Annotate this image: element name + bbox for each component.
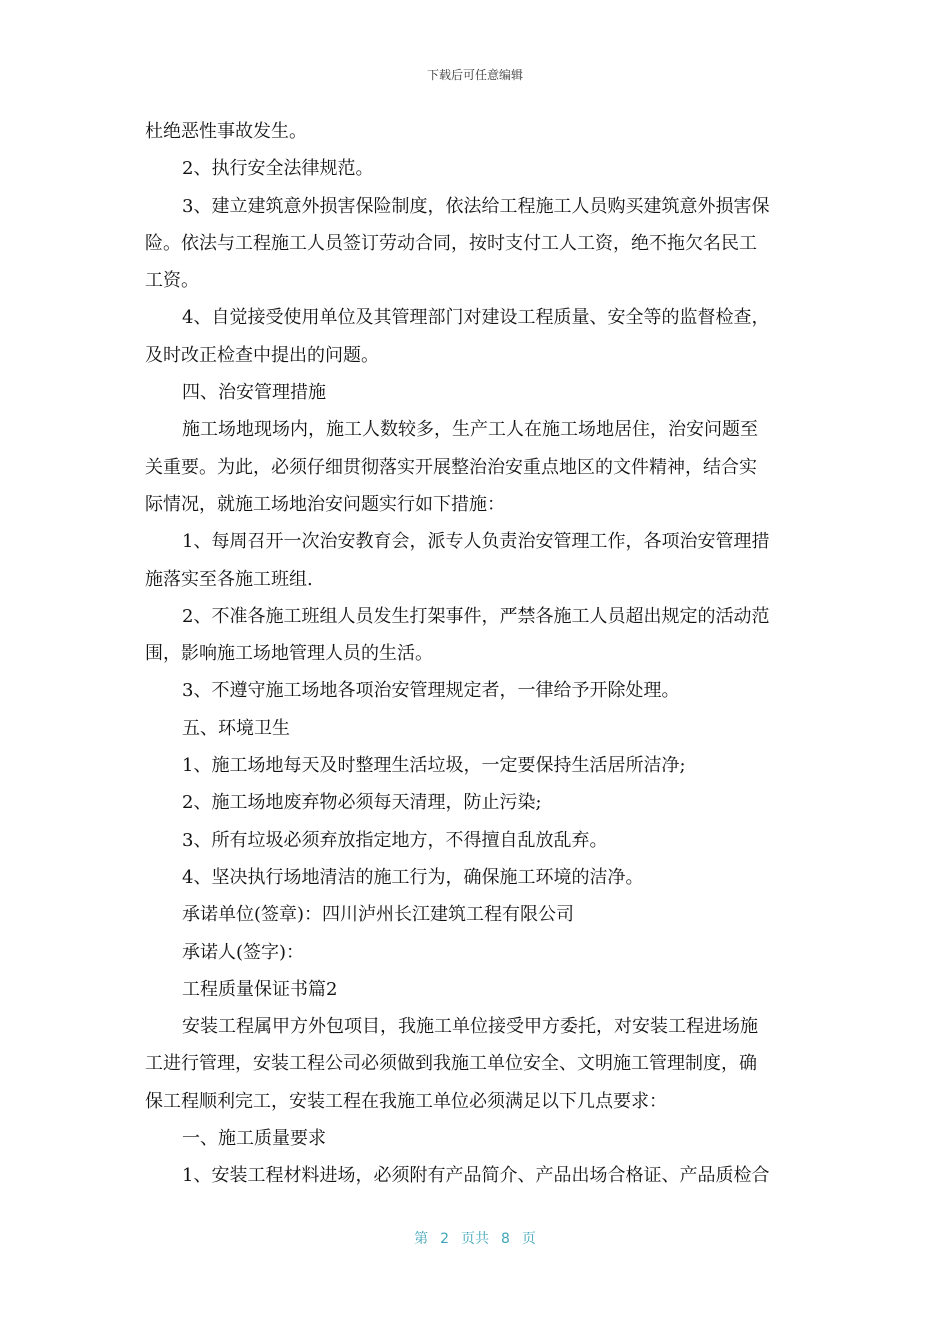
text-line: 承诺单位(签章)：四川泸州长江建筑工程有限公司 <box>182 904 575 926</box>
text-line: 3、所有垃圾必须弃放指定地方，不得擅自乱放乱弃。 <box>182 829 608 851</box>
text-line: 一、施工质量要求 <box>182 1128 326 1150</box>
text-line: 施落实至各施工班组. <box>145 568 313 590</box>
text-line: 安装工程属甲方外包项目，我施工单位接受甲方委托，对安装工程进场施 <box>182 1016 758 1038</box>
footer-ye: 页 <box>521 1231 536 1247</box>
text-line: 2、施工场地废弃物必须每天清理，防止污染; <box>182 792 542 814</box>
text-line: 关重要。为此，必须仔细贯彻落实开展整治治安重点地区的文件精神，结合实 <box>145 456 757 478</box>
text-line: 3、建立建筑意外损害保险制度，依法给工程施工人员购买建筑意外损害保 <box>182 195 770 217</box>
text-line: 保工程顺利完工，安装工程在我施工单位必须满足以下几点要求： <box>145 1090 667 1112</box>
text-line: 杜绝恶性事故发生。 <box>145 121 307 142</box>
text-line: 工程质量保证书篇2 <box>182 978 338 1000</box>
text-line: 4、坚决执行场地清洁的施工行为，确保施工环境的洁净。 <box>182 866 644 888</box>
text-line: 1、每周召开一次治安教育会，派专人负责治安管理工作，各项治安管理措 <box>182 531 770 553</box>
text-line: 四、治安管理措施 <box>182 382 326 404</box>
page-footer <box>0 1228 950 1248</box>
document-body <box>145 113 805 1195</box>
text-line: 4、自觉接受使用单位及其管理部门对建设工程质量、安全等的监督检查， <box>182 307 770 329</box>
text-line: 1、施工场地每天及时整理生活垃圾，一定要保持生活居所洁净; <box>182 755 686 777</box>
text-line: 1、安装工程材料进场，必须附有产品简介、产品出场合格证、产品质检合 <box>182 1165 770 1187</box>
text-line: 承诺人(签字)： <box>182 941 305 963</box>
text-line: 2、不准各施工班组人员发生打架事件，严禁各施工人员超出规定的活动范 <box>182 605 770 627</box>
text-line: 3、不遵守施工场地各项治安管理规定者，一律给予开除处理。 <box>182 680 680 702</box>
footer-total-pages: 8 <box>501 1231 510 1247</box>
text-line: 工进行管理，安装工程公司必须做到我施工单位安全、文明施工管理制度，确 <box>145 1053 757 1075</box>
text-line: 五、环境卫生 <box>182 717 290 739</box>
text-line: 工资。 <box>145 270 199 292</box>
text-line: 施工场地现场内，施工人数较多，生产工人在施工场地居住，治安问题至 <box>182 419 758 441</box>
page-header: 下载后可任意编辑 <box>426 68 523 82</box>
footer-ye-gong: 页共 <box>461 1231 489 1247</box>
text-line: 2、执行安全法律规范。 <box>182 158 374 180</box>
text-line: 及时改正检查中提出的问题。 <box>145 344 379 366</box>
text-line: 围，影响施工场地管理人员的生活。 <box>145 643 433 665</box>
text-line: 险。依法与工程施工人员签订劳动合同，按时支付工人工资，绝不拖欠名民工 <box>145 232 757 254</box>
footer-di: 第 <box>414 1231 429 1247</box>
footer-page-number: 2 <box>440 1231 449 1247</box>
text-line: 际情况，就施工场地治安问题实行如下措施： <box>145 493 505 515</box>
